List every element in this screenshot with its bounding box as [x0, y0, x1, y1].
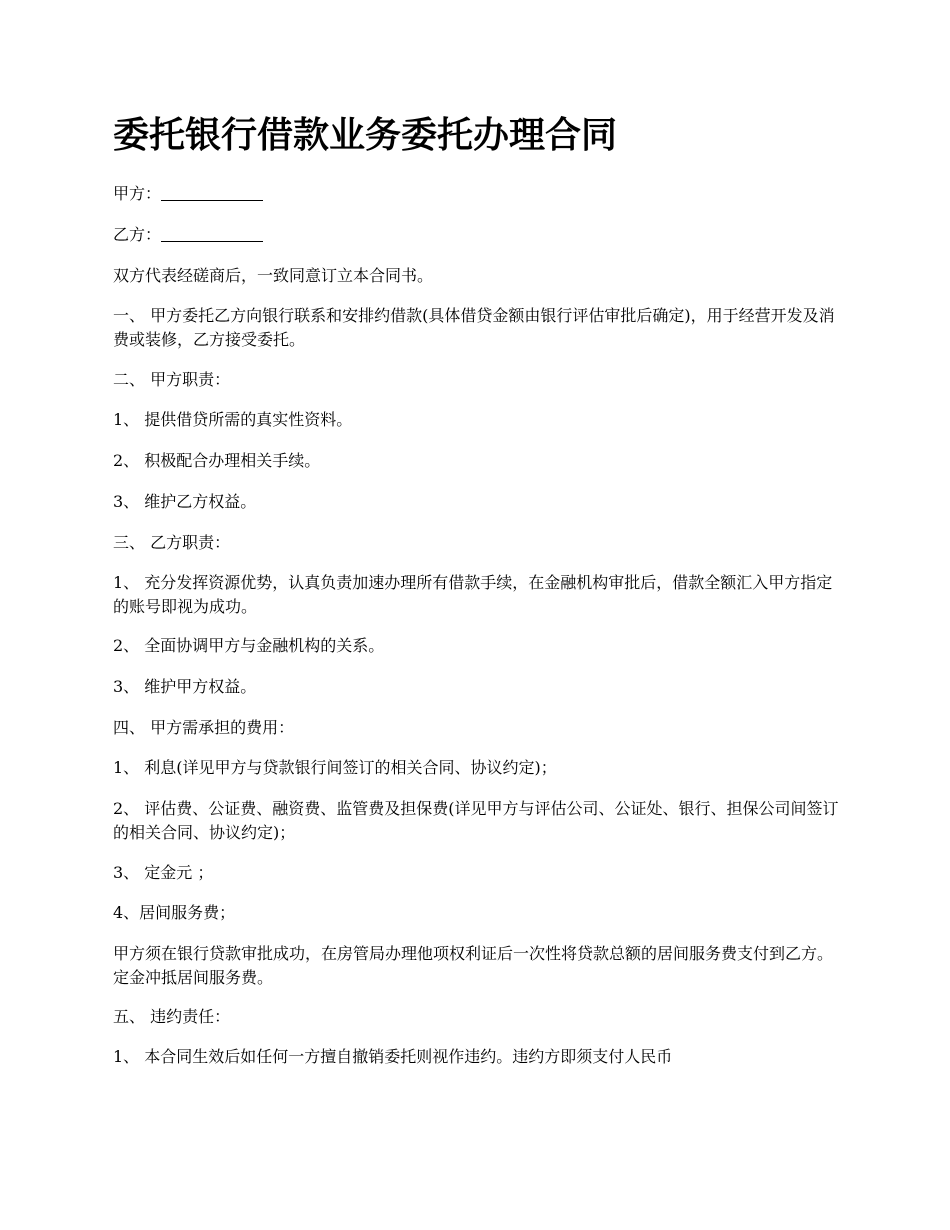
party-a-line: [113, 182, 843, 206]
list-item: 3、 维护甲方权益。: [113, 677, 257, 696]
list-item: 2、 评估费、公证费、融资费、监管费及担保费(详见甲方与评估公司、公证处、银行、担保公司间签订的相关合同、协议约定)；: [113, 799, 839, 842]
list-item: 3、 维护乙方权益。: [113, 492, 257, 511]
list-item: 4、居间服务费；: [113, 903, 236, 922]
heading-fees: 四、 甲方需承担的费用：: [113, 718, 295, 737]
paragraph-intro: 双方代表经磋商后，一致同意订立本合同书。: [113, 266, 434, 285]
list-item: 3、 定金元 ；: [113, 863, 214, 882]
party-a-label: 甲方：: [113, 184, 162, 203]
heading-party-b-duties: 三、 乙方职责：: [113, 533, 231, 552]
party-a-blank: [161, 184, 263, 201]
list-item: 1、 充分发挥资源优势，认真负责加速办理所有借款手续，在金融机构审批后，借款全额汇入甲方指定的账号即视为成功。: [113, 573, 833, 616]
list-item: 2、 积极配合办理相关手续。: [113, 451, 321, 470]
list-item: 1、 利息(详见甲方与贷款银行间签订的相关合同、协议约定)；: [113, 758, 557, 777]
heading-liability: 五、 违约责任：: [113, 1007, 231, 1026]
party-b-blank: [161, 225, 263, 242]
party-b-line: [113, 223, 843, 247]
list-item: 1、 提供借贷所需的真实性资料。: [113, 410, 353, 429]
list-item: 1、 本合同生效后如任何一方擅自撤销委托则视作违约。违约方即须支付人民币: [113, 1047, 673, 1066]
list-item: 2、 全面协调甲方与金融机构的关系。: [113, 636, 385, 655]
heading-party-a-duties: 二、 甲方职责：: [113, 370, 231, 389]
party-b-label: 乙方：: [113, 225, 162, 244]
document-title: 委托银行借款业务委托办理合同: [113, 115, 618, 156]
paragraph-section-1: 一、 甲方委托乙方向银行联系和安排约借款(具体借贷金额由银行评估审批后确定)，用于经营开发及消费或装修，乙方接受委托。: [113, 306, 835, 349]
paragraph-service-fee: 甲方须在银行贷款审批成功，在房管局办理他项权利证后一次性将贷款总额的居间服务费支付到乙方。定金冲抵居间服务费。: [113, 944, 834, 987]
